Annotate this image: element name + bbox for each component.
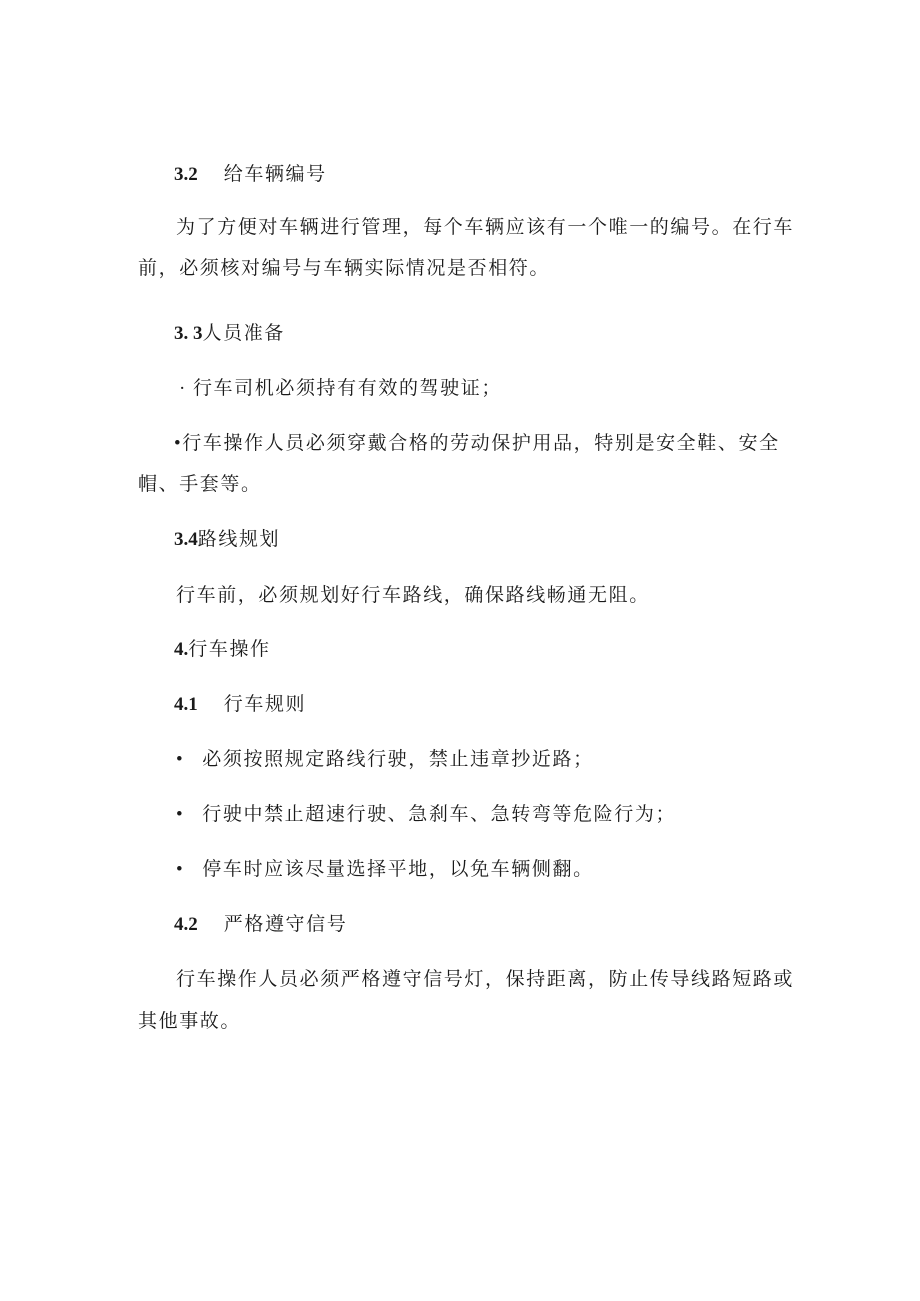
bullet-marker: • [176,859,185,880]
list-item-text: 停车时应该尽量选择平地，以免车辆侧翻。 [202,858,594,880]
list-item-text: 行车操作人员必须穿戴合格的劳动保护用品，特别是安全鞋、安全 [182,432,780,454]
list-item [174,430,780,457]
list-item-text: 行驶中禁止超速行驶、急刹车、急转弯等危险行为； [202,803,677,825]
heading-number: 4.2 [174,914,198,935]
heading-4-1 [174,691,306,718]
list-item [176,856,594,883]
heading-number: 4. [174,639,189,660]
paragraph-line: 前，必须核对编号与车辆实际情况是否相符。 [138,257,551,279]
heading-title: 路线规划 [197,528,281,550]
paragraph-line: 行车前，必须规划好行车路线，确保路线畅通无阻。 [176,584,650,606]
paragraph-line: 行车操作人员必须严格遵守信号灯，保持距离，防止传导线路短路或 [176,968,795,990]
heading-title: 人员准备 [202,322,285,344]
bullet-marker: • [176,749,185,770]
heading-title: 给车辆编号 [223,163,327,185]
list-item-text: 行车司机必须持有有效的驾驶证； [192,377,502,399]
bullet-marker: • [174,433,183,454]
heading-3-4 [174,526,280,553]
heading-3-3 [174,320,285,347]
heading-4-2 [174,911,347,938]
heading-title: 严格遵守信号 [223,913,348,935]
paragraph-line: 为了方便对车辆进行管理，每个车辆应该有一个唯一的编号。在行车 [176,216,795,238]
paragraph-line: 其他事故。 [138,1010,242,1032]
list-item [179,375,502,402]
list-item [176,746,594,773]
bullet-marker: · [179,378,187,399]
heading-title: 行车规则 [223,693,307,715]
list-item-continuation: 帽、手套等。 [138,473,262,495]
heading-number: 3.2 [174,164,198,185]
heading-title: 行车操作 [188,638,271,660]
bullet-marker: • [176,804,185,825]
heading-number: 3. 3 [174,323,203,344]
heading-number: 3.4 [174,529,198,550]
heading-4 [174,636,271,663]
list-item [176,801,676,828]
list-item-text: 必须按照规定路线行驶，禁止违章抄近路； [202,748,594,770]
heading-3-2 [174,161,327,188]
heading-number: 4.1 [174,694,198,715]
